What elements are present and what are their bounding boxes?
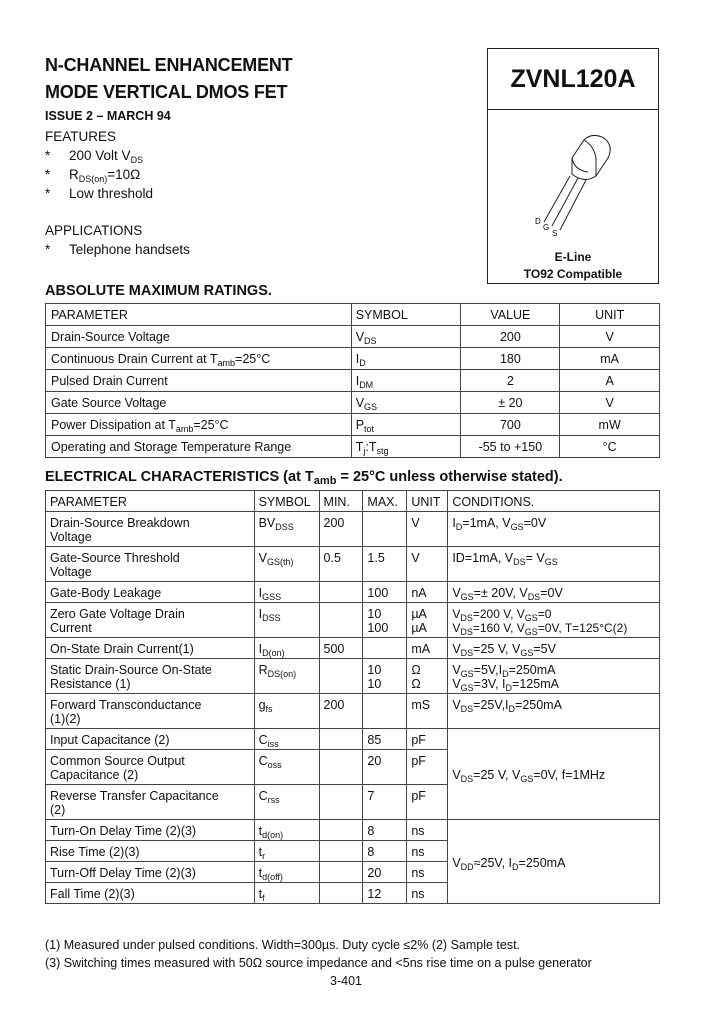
pin-label-g: G [543, 223, 550, 232]
title-line-2: MODE VERTICAL DMOS FET [45, 82, 288, 102]
table-row: Gate-Source Threshold Voltage $V_{GS(th)}$ 0.5 1.5 V ID=1mA, $V_{DS}= V_{GS}$ [46, 547, 660, 582]
pin-label-d: D [535, 217, 541, 226]
package-compat: TO92 Compatible [523, 267, 623, 281]
table-row: Rise Time (2)(3) $t_r$ 8 ns [46, 841, 660, 862]
amr-header-row: PARAMETER SYMBOL VALUE UNIT [46, 304, 660, 326]
applications-heading: APPLICATIONS [45, 223, 143, 238]
table-row: Zero Gate Voltage Drain Current $I_{DSS}$ 10 100 µA µA $V_{DS}=200$ V, $V_{GS}=0$ $V_{DS}=160$ V, $V_{GS}=0V$, T=125°C(2) [46, 603, 660, 638]
table-row: Gate-Body Leakage $I_{GSS}$ 100 nA $V_{GS}=\pm 20V$, $V_{DS}=0V$ [46, 582, 660, 603]
document-title [45, 52, 292, 106]
issue-line: ISSUE 2 – MARCH 94 [45, 109, 171, 123]
table-row: Drain-Source Voltage $V_{DS}$ 200 V [46, 326, 660, 348]
table-row: Drain-Source Breakdown Voltage $BV_{DSS}$ 200 V $I_D=1mA$, $V_{GS}=0V$ [46, 512, 660, 547]
table-row: Fall Time (2)(3) $t_f$ 12 ns [46, 883, 660, 904]
table-row: Operating and Storage Temperature Range $T_j:T_{stg}$ -55 to +150 °C [46, 436, 660, 458]
ec-heading: ELECTRICAL CHARACTERISTICS (at $T_{amb} = 25^\circ C$ unless otherwise stated). [45, 469, 563, 487]
table-row: Turn-Off Delay Time (2)(3) $t_{d(off)}$ 20 ns [46, 862, 660, 883]
amr-heading: ABSOLUTE MAXIMUM RATINGS. [45, 283, 272, 299]
features-heading: FEATURES [45, 129, 117, 144]
footnotes [45, 936, 592, 972]
footnote-2: (3) Switching times measured with 50Ω source impedance and <5ns rise time on a pulse generator [45, 956, 592, 970]
amr-table [45, 303, 660, 458]
table-row: Gate Source Voltage $V_{GS}$ ± 20 V [46, 392, 660, 414]
table-row: Turn-On Delay Time (2)(3) $t_{d(on)}$ 8 ns $V_{DD}\approx 25V$, $I_D=250mA$ [46, 820, 660, 841]
table-row: Reverse Transfer Capacitance (2) $C_{rss}$ 7 pF [46, 785, 660, 820]
part-number-box [487, 48, 659, 110]
table-row: Continuous Drain Current at $T_{amb}=25^\circ C$ $I_D$ 180 mA [46, 348, 660, 370]
part-number: ZVNL120A [510, 64, 636, 93]
table-row: Common Source Output Capacitance (2) $C_{oss}$ 20 pF [46, 750, 660, 785]
ec-table [45, 490, 660, 904]
table-row: Input Capacitance (2) $C_{iss}$ 85 pF $V_{DS}=25$ V, $V_{GS}=0V$, f=1MHz [46, 729, 660, 750]
footnote-1: (1) Measured under pulsed conditions. Width=300µs. Duty cycle ≤2% (2) Sample test. [45, 938, 521, 952]
table-row: Forward Transconductance (1)(2) $g_{fs}$ 200 mS $V_{DS}=25V,I_D=250mA$ [46, 694, 660, 729]
page-number: 3-401 [330, 974, 362, 988]
table-row: Pulsed Drain Current $I_{DM}$ 2 A [46, 370, 660, 392]
table-row: Static Drain-Source On-State Resistance (1) $R_{DS(on)}$ 10 10 Ω Ω $V_{GS}=5V,I_D=250mA$ $V_{GS}=3V$, $I_D=125mA$ [46, 659, 660, 694]
package-box [487, 110, 659, 284]
pin-label-s: S [552, 229, 558, 238]
ec-header-row: PARAMETER SYMBOL MIN. MAX. UNIT CONDITIONS. [46, 491, 660, 512]
table-row: Power Dissipation at $T_{amb}=25^\circ C$ $P_{tot}$ 700 mW [46, 414, 660, 436]
table-row: On-State Drain Current(1) $I_{D(on)}$ 500 mA $V_{DS}=25$ V, $V_{GS}=5V$ [46, 638, 660, 659]
package-name: E-Line [554, 250, 592, 264]
title-line-1: N-CHANNEL ENHANCEMENT [45, 55, 293, 75]
